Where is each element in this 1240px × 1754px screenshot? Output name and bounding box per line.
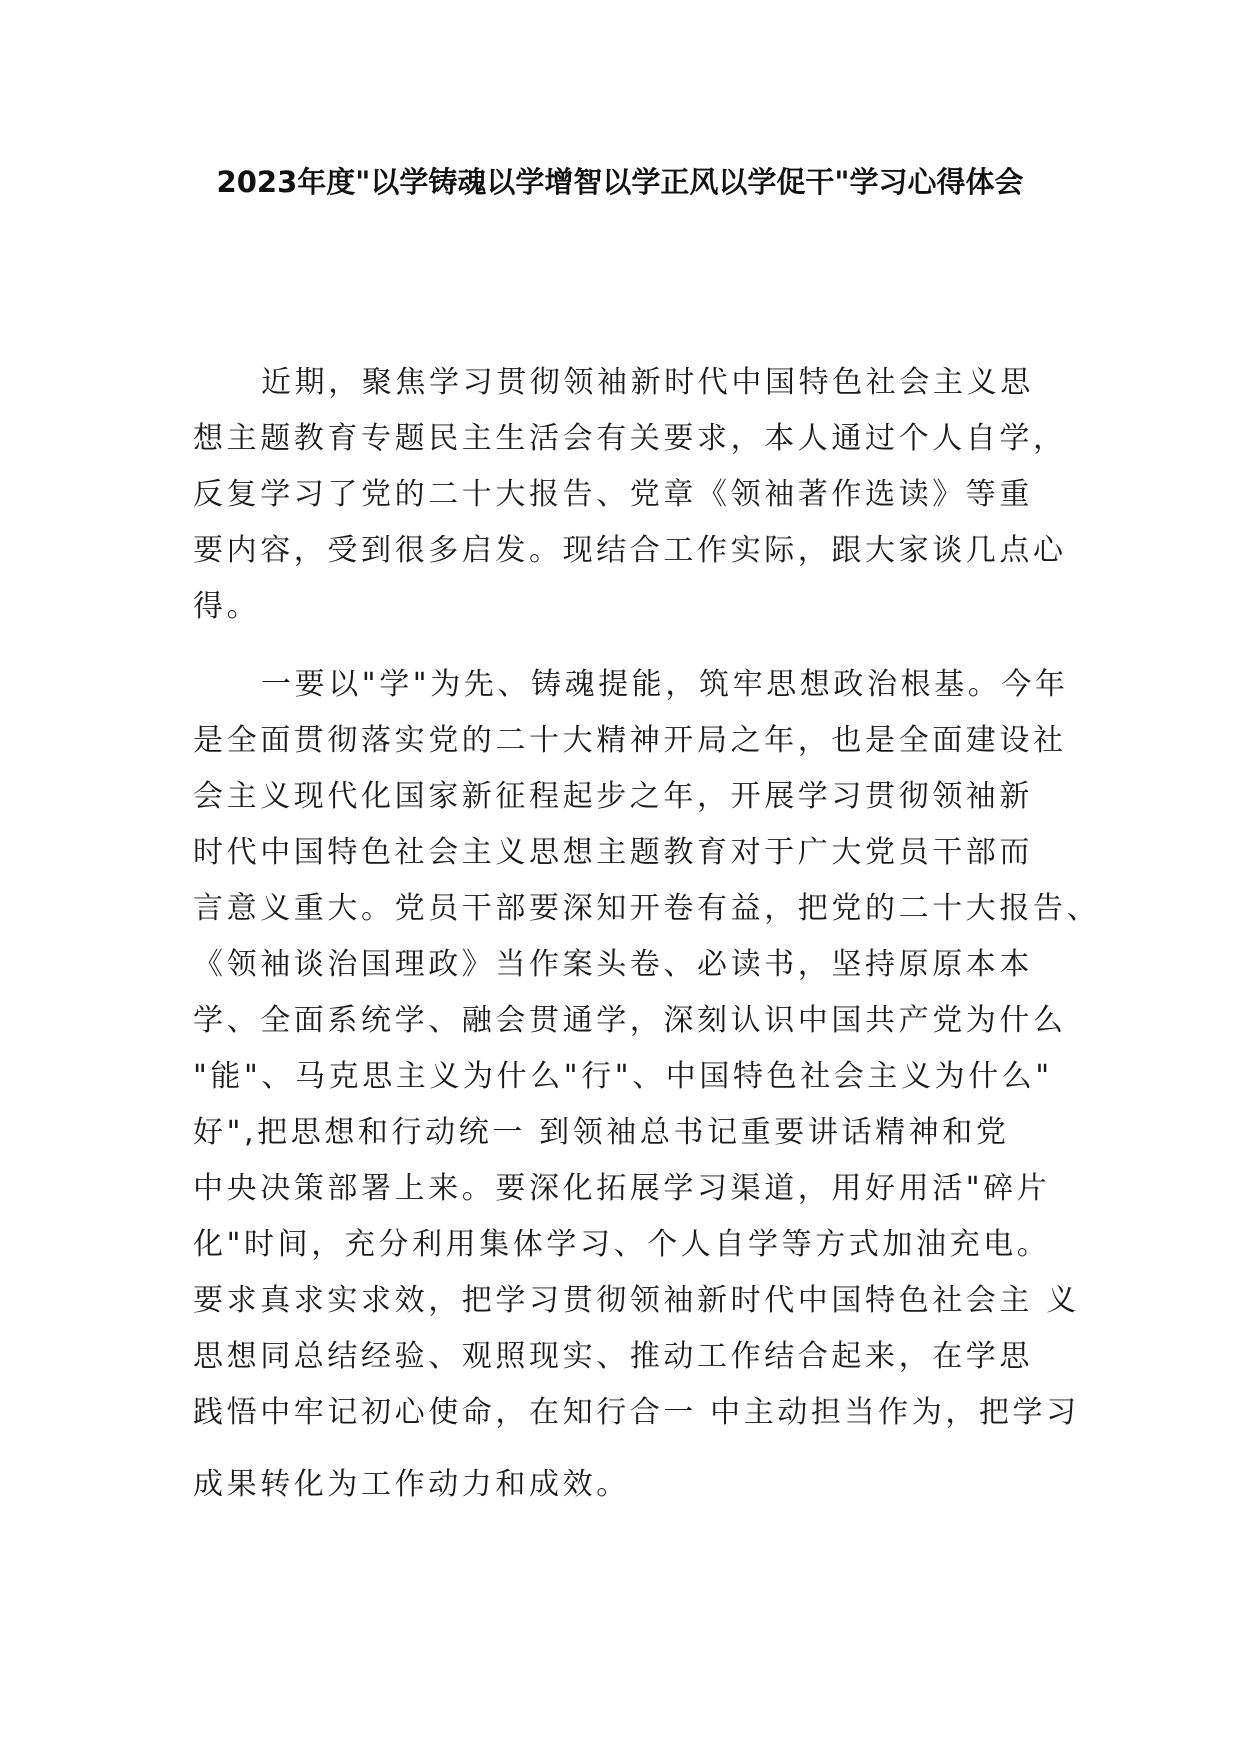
paragraph-point-one — [193, 657, 1101, 1513]
paragraph-line: 化"时间，充分利用集体学习、个人自学等方式加油充电。 — [193, 1227, 1051, 1262]
paragraph-line: 《领袖谈治国理政》当作案头卷、必读书，坚持原原本本 — [193, 947, 1033, 982]
paragraph-line: 会主义现代化国家新征程起步之年，开展学习贯彻领袖新 — [193, 779, 1033, 814]
paragraph-line: 学、全面系统学、融会贯通学，深刻认识中国共产党为什么 — [193, 1003, 1067, 1038]
paragraph-line: 思想同总结经验、观照现实、推动工作结合起来，在学思 — [193, 1339, 1033, 1374]
paragraph-line: 要求真求实求效，把学习贯彻领袖新时代中国特色社会主 义 — [193, 1283, 1080, 1318]
paragraph-line: 中央决策部署上来。要深化拓展学习渠道，用好用活"碎片 — [193, 1171, 1051, 1206]
paragraph-line: 想主题教育专题民主生活会有关要求，本人通过个人自学， — [193, 421, 1067, 456]
paragraph-line: 近期，聚焦学习贯彻领袖新时代中国特色社会主义思 — [261, 365, 1034, 400]
paragraph-line: 得。 — [193, 589, 261, 624]
paragraph-line: 时代中国特色社会主义思想主题教育对于广大党员干部而 — [193, 835, 1033, 870]
paragraph-line: 是全面贯彻落实党的二十大精神开局之年，也是全面建设社 — [193, 723, 1067, 758]
paragraph-line: 言意义重大。党员干部要深知开卷有益，把党的二十大报告、 — [193, 891, 1101, 926]
paragraph-line: "能"、马克思主义为什么"行"、中国特色社会主义为什么" — [193, 1059, 1053, 1094]
paragraph-intro — [193, 355, 1073, 651]
paragraph-line: 反复学习了党的二十大报告、党章《领袖著作选读》等重 — [193, 477, 1033, 512]
paragraph-line: 一要以"学"为先、铸魂提能，筑牢思想政治根基。今年 — [261, 667, 1069, 702]
paragraph-line: 成果转化为工作动力和成效。 — [193, 1467, 630, 1502]
paragraph-line: 好",把思想和行动统一 到领袖总书记重要讲话精神和党 — [193, 1115, 1010, 1150]
document-body — [193, 355, 1101, 1513]
document-title: 2023年度"以学铸魂以学增智以学正风以学促干"学习心得体会 — [216, 165, 1024, 199]
paragraph-line: 要内容，受到很多启发。现结合工作实际，跟大家谈几点心 — [193, 533, 1067, 568]
paragraph-line: 践悟中牢记初心使命，在知行合一 中主动担当作为，把学习 — [193, 1395, 1080, 1430]
